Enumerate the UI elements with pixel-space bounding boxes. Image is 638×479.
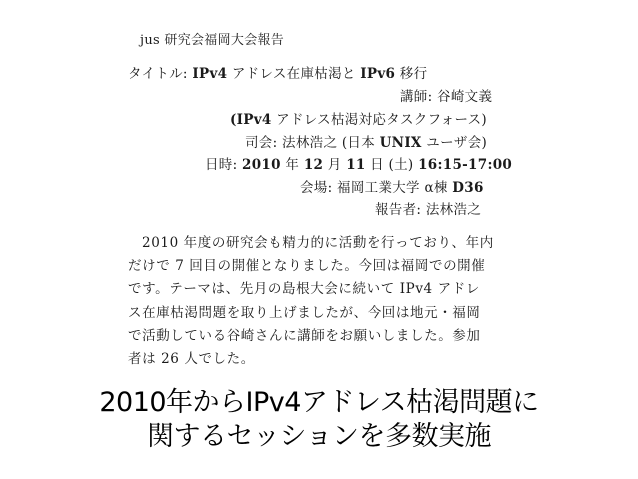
chair-line bbox=[245, 134, 487, 152]
caption-line-1: 2010年からIPv4アドレス枯渇問題に bbox=[99, 387, 539, 418]
paragraph-line: 2010 年度の研究会も精力的に活動を行っており、年内 bbox=[142, 235, 494, 251]
date-year: 2010 bbox=[242, 157, 281, 173]
affiliation-line bbox=[230, 111, 487, 129]
paragraph-line: 者は 26 人でした。 bbox=[128, 351, 255, 368]
title-ipv6: IPv6 bbox=[360, 66, 396, 82]
date-month: 12 bbox=[303, 157, 324, 173]
date-day-unit: 日 (土) bbox=[365, 157, 419, 173]
date-time: 16:15-17:00 bbox=[418, 157, 513, 173]
title-ipv4: IPv4 bbox=[192, 66, 228, 82]
chair-label: 司会: bbox=[245, 135, 278, 151]
date-label: 日時: bbox=[205, 157, 238, 173]
date-day: 11 bbox=[346, 157, 366, 173]
venue-label: 会場: bbox=[300, 180, 333, 196]
report-paragraph bbox=[128, 232, 494, 371]
chair-unix: UNIX bbox=[379, 135, 422, 151]
affiliation-rest: アドレス枯渇対応タスクフォース) bbox=[271, 112, 487, 128]
lecturer-name: 谷崎文義 bbox=[437, 89, 493, 105]
venue-line bbox=[300, 179, 484, 197]
lecturer-line bbox=[400, 88, 492, 106]
reporter-line bbox=[375, 201, 481, 219]
paragraph-line: です。テーマは、先月の島根大会に続いて IPv4 アドレ bbox=[128, 281, 480, 298]
title-end: 移行 bbox=[395, 66, 428, 82]
venue-room: D36 bbox=[452, 180, 484, 196]
date-year-unit: 年 bbox=[280, 157, 304, 173]
date-line bbox=[205, 156, 512, 174]
lecturer-label: 講師: bbox=[400, 89, 433, 105]
report-header: jus 研究会福岡大会報告 bbox=[140, 33, 285, 48]
affiliation-ipv4: (IPv4 bbox=[230, 112, 272, 128]
paragraph-line: で活動している谷崎さんに講師をお願いしました。参加 bbox=[128, 327, 481, 344]
date-month-unit: 月 bbox=[323, 157, 347, 173]
reporter-name: 法林浩之 bbox=[425, 202, 482, 218]
paragraph-line: ス在庫枯渇問題を取り上げましたが、今回は地元・福岡 bbox=[128, 304, 481, 321]
caption-line-2: 関するセッションを多数実施 bbox=[147, 421, 491, 452]
paragraph-line: だけで 7 回目の開催となりました。今回は福岡での開催 bbox=[128, 258, 486, 275]
title-line bbox=[128, 65, 427, 83]
venue-name: 福岡工業大学 α棟 bbox=[337, 180, 453, 196]
reporter-label: 報告者: bbox=[375, 202, 422, 218]
chair-post: ユーザ会) bbox=[421, 135, 488, 151]
title-middle: アドレス在庫枯渇と bbox=[227, 66, 361, 82]
title-label: タイトル: bbox=[128, 66, 188, 82]
chair-pre: 法林浩之 (日本 bbox=[282, 135, 380, 151]
